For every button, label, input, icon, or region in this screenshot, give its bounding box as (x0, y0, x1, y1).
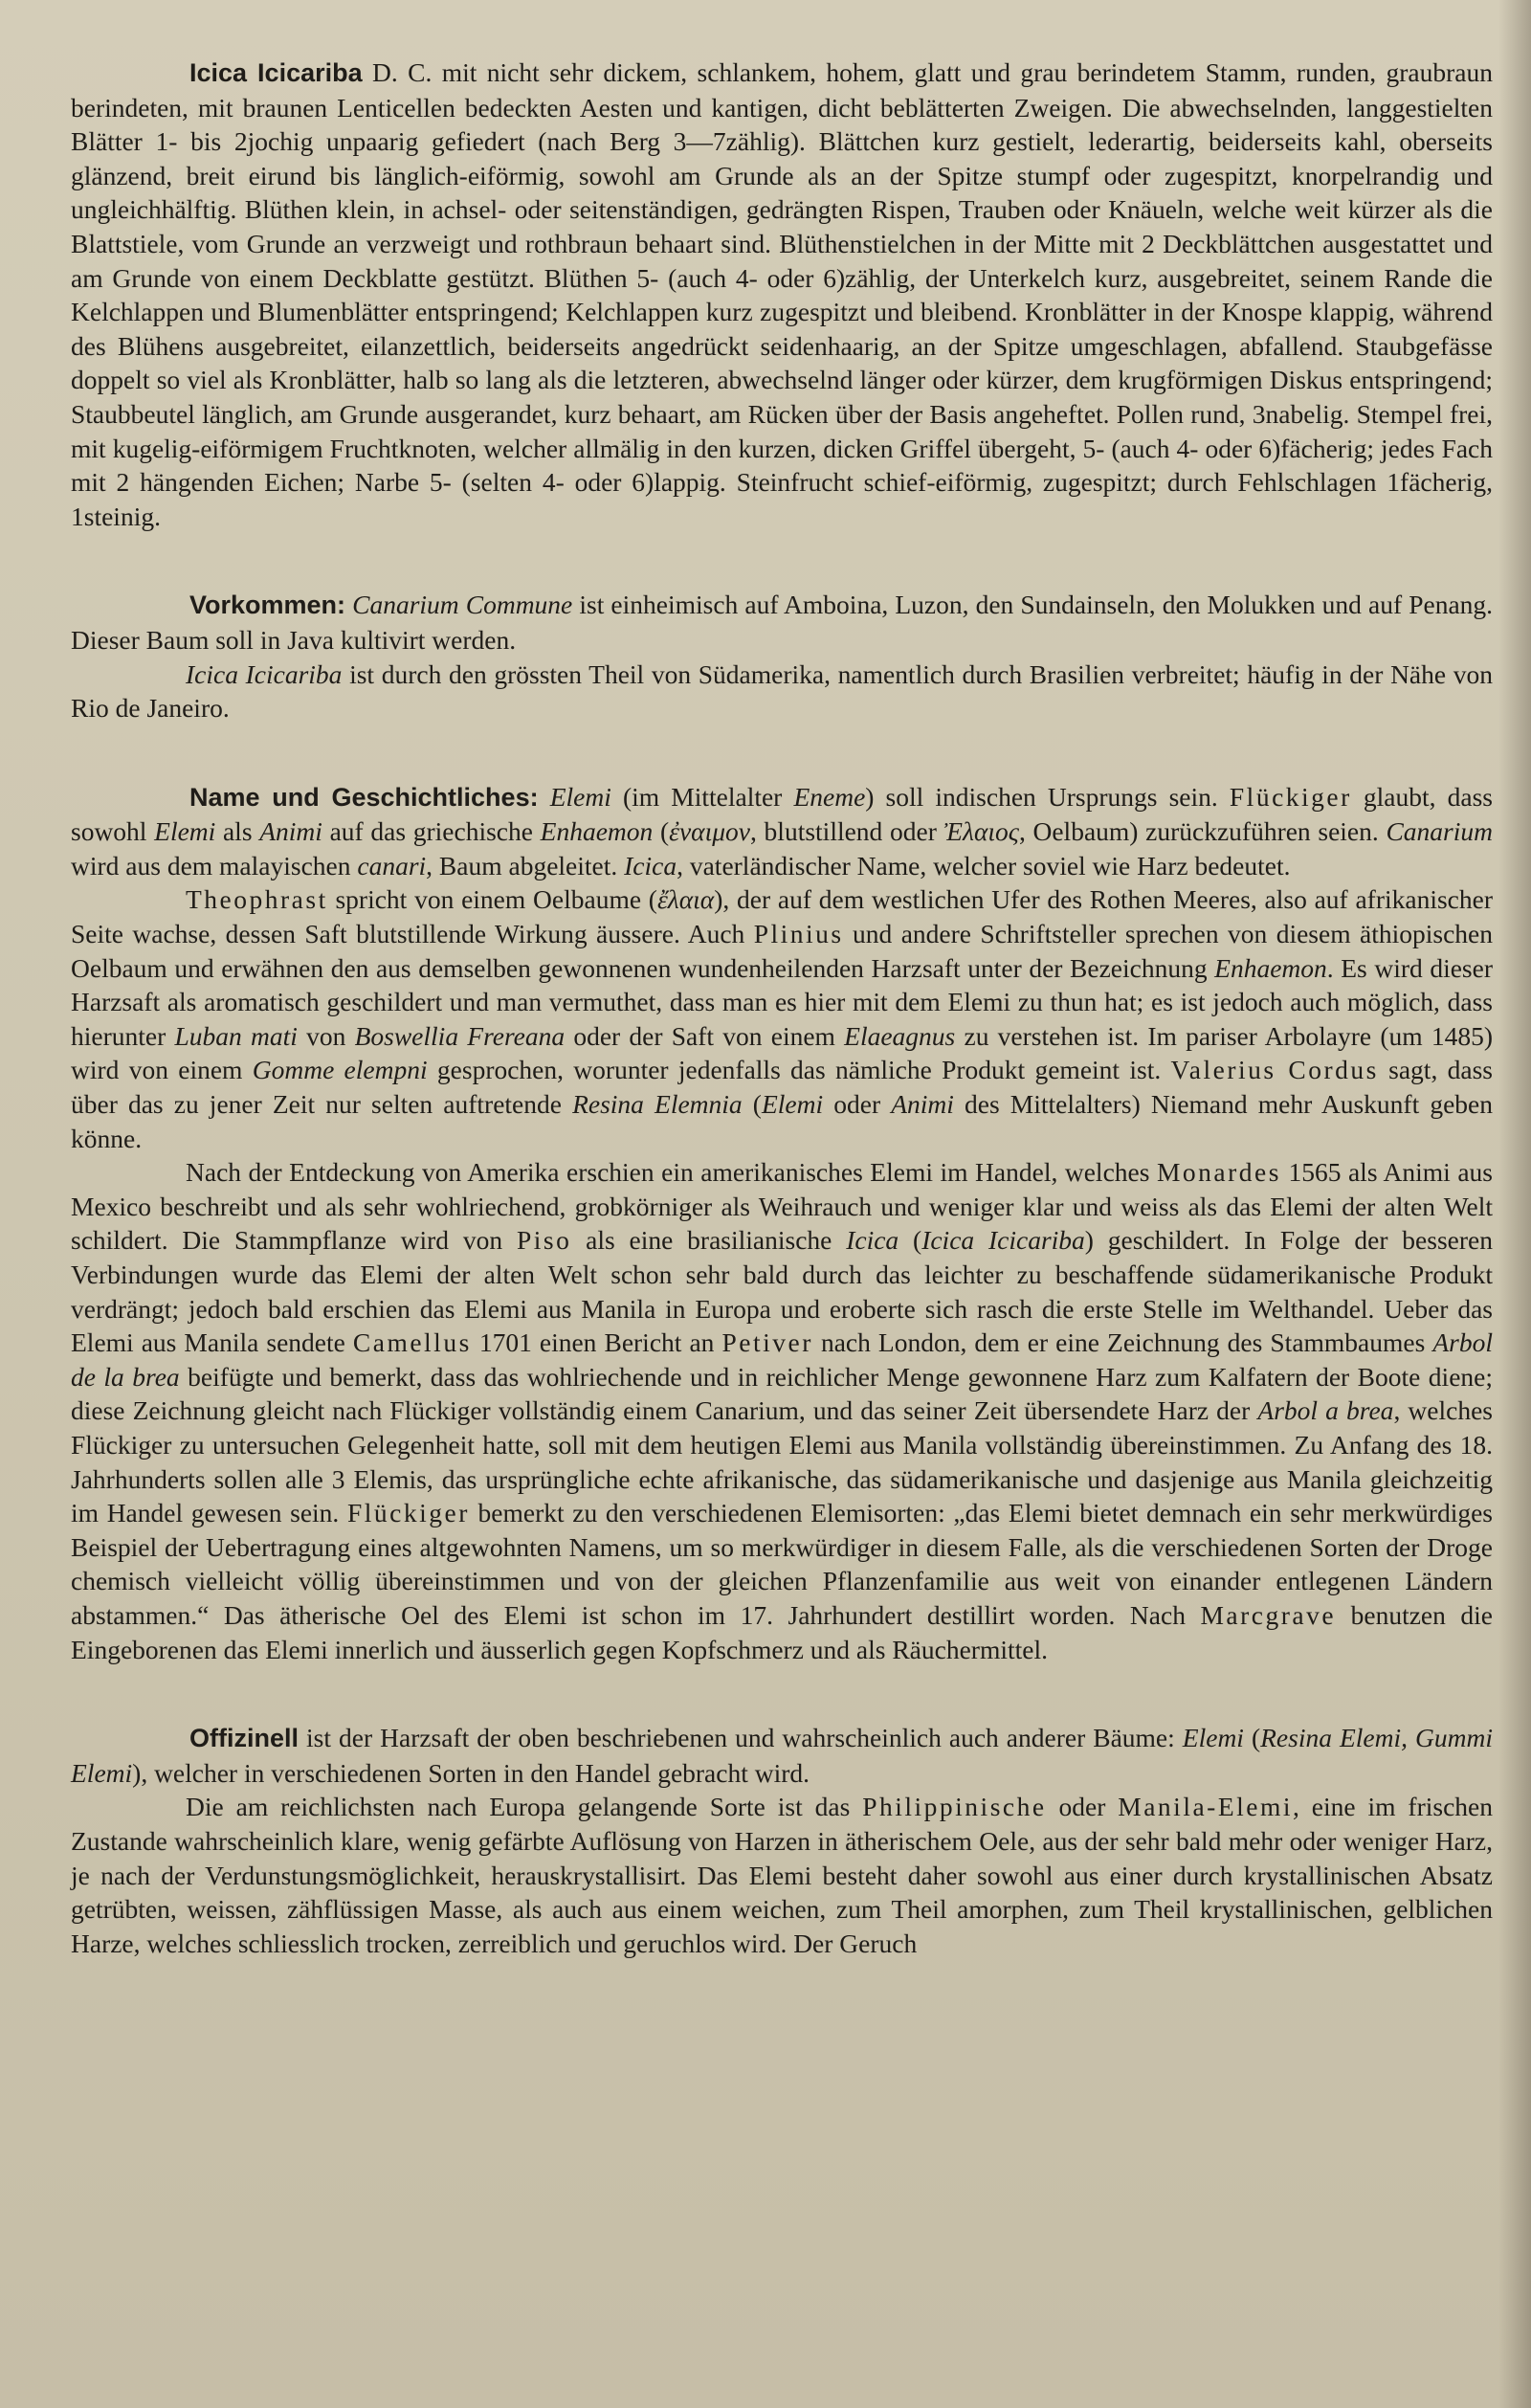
person-name: Piso (516, 1225, 572, 1256)
history-paragraph-1 (71, 780, 1493, 883)
italic-term: Icica (624, 850, 677, 881)
italic-term: Luban mati (174, 1020, 298, 1051)
history-heading: Name und Geschichtliches: (189, 782, 539, 812)
person-name: Valerius Cordus (1170, 1055, 1379, 1085)
officinal-text-2 (71, 1792, 1493, 1957)
person-name: Flückiger (1229, 781, 1352, 812)
occurrence-paragraph (71, 588, 1493, 657)
italic-term: Arbol a brea (1257, 1395, 1394, 1426)
italic-term: Elaeagnus (844, 1020, 956, 1051)
text-run: ) soll indischen Ursprungs sein. (865, 781, 1230, 812)
text-run: , eine im frischen Zustande wahrscheinlich klare, wenig gefärbte Auflösung von Harzen in ätherischem Oele, aus der sehr bald mehr oder weniger Harz, je nach der Verdunstungsmöglichkeit, herauskrystallisirt. Das Elemi besteht daher sowohl aus einer durch krystallinischen Absatz getrübten, weissen, zähflüssigen Masse, als auch aus einem weichen, zum Theil amorphen, zum Theil krystallinischen, gelblichen Harze, welches schliesslich trocken, zerreiblich und geruchlos wird. Der Geruch (71, 1792, 1493, 1958)
text-run: ( (1243, 1723, 1261, 1753)
text-run: ) geschildert. In Folge der besseren Verbindungen wurde das Elemi der alten Welt schon sehr bald durch das leichter zu beschaffende südamerikanische Produkt verdrängt; jedoch bald erschien das Elemi aus Manila in Europa und eroberte sich rasch die erste Stelle im Welthandel. Ueber das Elemi aus Manila sendete (71, 1225, 1493, 1358)
text-run: auf das griechische (322, 816, 541, 847)
text-run: 1565 als Animi aus Mexico beschreibt und als sehr wohlriechend, grobkörniger als Weihrauch und weniger klar und weiss als das Elemi der alten Welt schildert. Die Stammpflanze wird von (71, 1157, 1493, 1256)
text-run: ), der auf dem westlichen Ufer des Rothen Meeres, also auf afrikanischer Seite wachse, dessen Saft blutstillende Wirkung äussere. Auch (71, 884, 1493, 949)
occurrence-taxon-2: Icica Icicariba (186, 658, 343, 689)
text-run: bemerkt zu den verschiedenen Elemisorten: „das Elemi bietet demnach ein sehr merkwürdiges Beispiel der Uebertragung eines altgewohnten Namens, um so merkwürdiger in diesem Falle, als die verschiedenen Sorten der Droge chemisch vielleicht völlig übereinstimmen und von der gleichen Pflanzenfamilie aus weit von einander entlegenen Ländern abstammen.“ Das ätherische Oel des Elemi ist schon im 17. Jahrhundert destillirt worden. Nach (71, 1498, 1493, 1630)
person-name: Flückiger (346, 1498, 470, 1528)
text-run: ist der Harzsaft der oben beschriebenen und wahrscheinlich auch anderer Bäume: (299, 1723, 1183, 1753)
person-name: Monardes (1156, 1157, 1281, 1188)
italic-term: Resina Elemnia (572, 1089, 743, 1120)
text-run: ( (653, 816, 670, 847)
text-run: ( (899, 1225, 922, 1256)
history-paragraph-3 (71, 1155, 1493, 1666)
text-run: spricht von einem Oelbaume ( (327, 884, 657, 915)
occurrence-heading: Vorkommen: (189, 591, 346, 620)
text-run: benutzen die Eingeborenen das Elemi innerlich und äusserlich gegen Kopfschmerz und als Räuchermittel. (71, 1599, 1494, 1664)
italic-term: ἐναιμον (669, 816, 750, 847)
italic-term: Animi (259, 816, 322, 847)
occurrence-text-2: ist durch den grössten Theil von Südamerika, namentlich durch Brasilien verbreitet; häufig in der Nähe von Rio de Janeiro. (71, 658, 1493, 724)
text-run: , blutstillend oder (750, 816, 944, 847)
italic-term: Elemi (154, 816, 216, 847)
occurrence-taxon: Canarium Commune (352, 590, 573, 620)
person-name: Philippinische (862, 1792, 1047, 1822)
text-run: wird aus dem malayischen (71, 850, 358, 881)
italic-term: Elemi (1182, 1723, 1244, 1753)
italic-term: Elemi (549, 781, 611, 812)
italic-term: Canarium (1386, 816, 1493, 847)
text-run: als eine brasilianische (571, 1225, 847, 1256)
italic-term: Icica Icicariba (921, 1225, 1085, 1256)
text-run: als (215, 816, 260, 847)
text-run: , Baum abgeleitet. (426, 850, 625, 881)
person-name: Plinius (753, 919, 844, 949)
text-run: zu verstehen ist. Im pariser Arbolayre (um 1485) wird von einem (71, 1020, 1493, 1085)
text-run: von (297, 1020, 355, 1051)
text-run: ( (742, 1089, 762, 1120)
italic-term: ἔλαια (656, 884, 715, 915)
person-name: Marcgrave (1200, 1599, 1337, 1630)
text-run: oder (1046, 1792, 1119, 1822)
text-run: Nach der Entdeckung von Amerika erschien ein amerikanisches Elemi im Handel, welches (186, 1157, 1157, 1188)
officinal-heading: Offizinell (189, 1724, 299, 1753)
text-run: des Mittelalters) Niemand mehr Auskunft geben könne. (71, 1089, 1493, 1153)
italic-term: Enhaemon (1214, 952, 1327, 983)
text-run (539, 782, 550, 812)
history-text-3 (71, 1157, 1493, 1663)
description-text: D. C. mit nicht sehr dickem, schlankem, hohem, glatt und grau berindetem Stamm, runden, graubraun berindeten, mit braunen Lenticellen bedeckten Aesten und kantigen, dicht beblätterten Zweigen. Die abwechselnden, langgestielten Blätter 1- bis 2jochig unpaarig gefiedert (nach Berg 3—7zählig). Blättchen kurz gestielt, lederartig, beiderseits kahl, oberseits glänzend, breit eirund bis länglich-eiförmig, sowohl am Grunde als an der Spitze stumpf oder zugespitzt, knorpelrandig und ungleichhälftig. Blüthen klein, in achsel- oder seitenständigen, gedrängten Rispen, Trauben oder Knäueln, welche weit kürzer als die Blattstiele, vom Grunde an verzweigt und rothbraun behaart sind. Blüthenstielchen in der Mitte mit 2 Deckblättchen ausgestattet und am Grunde von einem Deckblatte gestützt. Blüthen 5- (auch 4- oder 6)zählig, der Unterkelch kurz, ausgebreitet, seinem Rande die Kelchlappen und Blumenblätter entspringend; Kelchlappen kurz zugespitzt und bleibend. Kronblätter in der Knospe klappig, während des Blühens ausgebreitet, eilanzettlich, beiderseits angedrückt seidenhaarig, an der Spitze umgeschlagen, abfallend. Staubgefässe doppelt so viel als Kronblätter, halb so lang als die letzteren, abwechselnd länger oder kürzer, dem krugförmigen Diskus entspringend; Staubbeutel länglich, am Grunde ausgerandet, kurz behaart, am Rücken über der Basis angeheftet. Pollen rund, 3nabelig. Stempel frei, mit kugelig-eiförmigem Fruchtknoten, welcher allmälig in den kurzen, dicken Griffel übergeht, 5- (auch 4- oder 6)fächerig; jedes Fach mit 2 hängenden Eichen; Narbe 5- (selten 4- oder 6)lappig. Steinfrucht schief-eiförmig, zugespitzt; durch Fehlschlagen 1fächerig, 1steinig. (71, 57, 1494, 531)
person-name: Theophrast (186, 884, 328, 915)
text-run: Die am reichlichsten nach Europa gelangende Sorte ist das (186, 1792, 863, 1822)
text-run: . Es wird dieser Harzsaft als aromatisch geschildert und man vermuthet, dass man es hier mit dem Elemi zu thun hat; es ist jedoch auch möglich, dass hierunter (71, 952, 1493, 1051)
person-name: Manila-Elemi (1118, 1792, 1293, 1822)
text-run: gesprochen, worunter jedenfalls das nämliche Produkt gemeint ist. (427, 1055, 1171, 1085)
italic-term: Eneme (793, 781, 866, 812)
text-run: beifügte und bemerkt, dass das wohlriechende und in reichlicher Menge gewonnene Harz zum Kalfatern der Boote diene; diese Zeichnung gleicht nach Flückiger vollständig einem Canarium, und das seiner Zeit übersendete Harz der (71, 1361, 1493, 1426)
text-run: 1701 einen Bericht an (471, 1327, 722, 1358)
text-run: , Oelbaum) zurückzuführen seien. (1018, 816, 1387, 847)
text-run: oder der Saft von einem (565, 1020, 845, 1051)
italic-term: Elemi (761, 1089, 824, 1120)
italic-term: Ἐλαιος (943, 816, 1019, 847)
occurrence-text: ist einheimisch auf Amboina, Luzon, den Sundainseln, den Molukken und auf Penang. Dieser Baum soll in Java kultivirt werden. (71, 590, 1494, 655)
species-heading: Icica Icicariba (189, 58, 363, 87)
italic-term: Enhaemon (540, 816, 654, 847)
text-run: und andere Schriftsteller sprechen von diesem äthiopischen Oelbaum und erwähnen den aus demselben gewonnenen wundenheilenden Harzsaft unter der Bezeichnung (71, 919, 1493, 983)
history-paragraph-2 (71, 882, 1493, 1155)
italic-term: Arbol de la brea (71, 1327, 1494, 1392)
text-run: glaubt, dass sowohl (71, 781, 1493, 847)
italic-term: Icica (846, 1225, 899, 1256)
text-run: nach London, dem er eine Zeichnung des Stammbaumes (812, 1327, 1433, 1358)
text-run: sagt, dass über das zu jener Zeit nur selten auftretende (71, 1055, 1493, 1120)
text-run: oder (823, 1089, 892, 1120)
history-text-2 (71, 884, 1493, 1152)
officinal-paragraph-2 (71, 1790, 1493, 1960)
text-run: ), welcher in verschiedenen Sorten in den Handel gebracht wird. (132, 1757, 810, 1788)
description-paragraph (71, 56, 1493, 533)
person-name: Camellus (352, 1327, 472, 1358)
text-run: , vaterländischer Name, welcher soviel wie Harz bedeutet. (677, 850, 1291, 881)
text-run: (im Mittelalter (610, 781, 794, 812)
text-run: , welches Flückiger zu untersuchen Gelegenheit hatte, soll mit dem heutigen Elemi aus Manila vollständig übereinstimmen. Zu Anfang des 18. Jahrhunderts sollen alle 3 Elemis, das ursprüngliche echte afrikanische, das südamerikanische und dasjenige aus Manila gleichzeitig im Handel gewesen sein. (71, 1395, 1493, 1528)
person-name: Petiver (721, 1327, 813, 1358)
italic-term: canari (357, 850, 427, 881)
officinal-paragraph-1 (71, 1721, 1493, 1790)
italic-term: Resina Elemi, Gummi Elemi (71, 1723, 1493, 1788)
italic-term: Gomme elempni (252, 1055, 428, 1085)
italic-term: Animi (891, 1089, 954, 1120)
occurrence-paragraph-2 (71, 658, 1493, 725)
italic-term: Boswellia Frereana (354, 1020, 566, 1051)
